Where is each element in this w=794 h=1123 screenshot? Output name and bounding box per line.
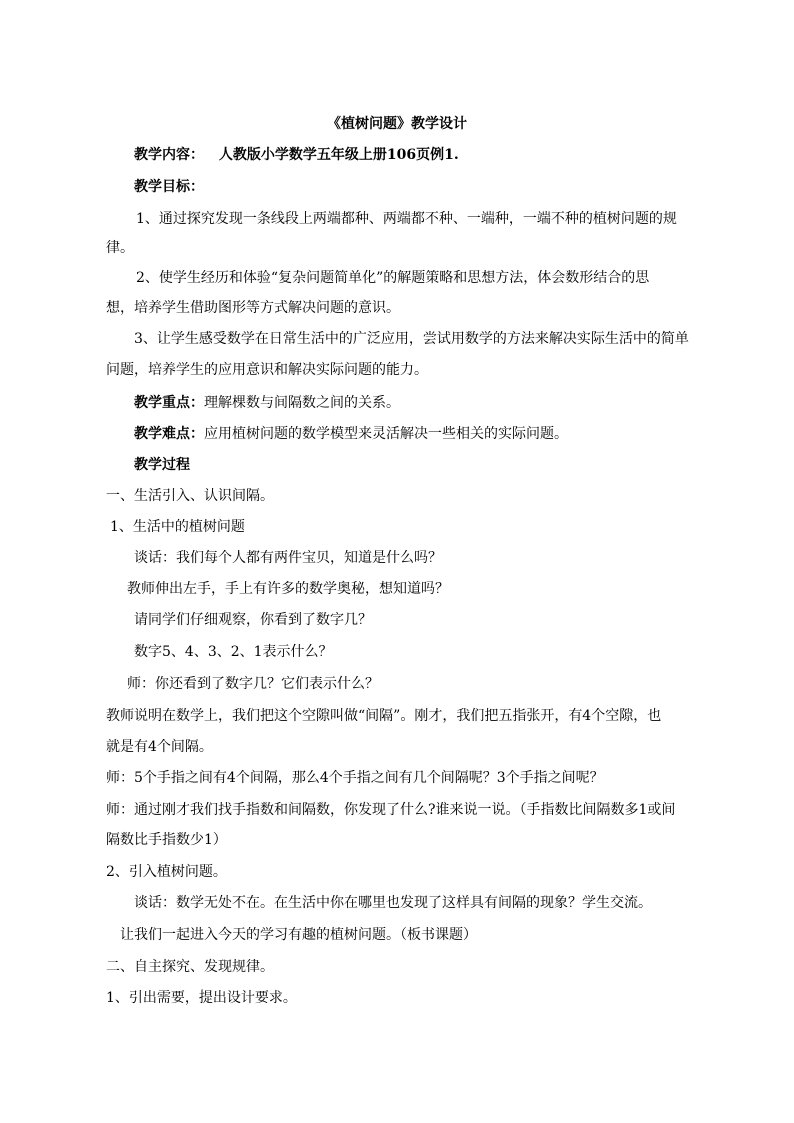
section-1-heading: 一、生活引入、认识间隔。 — [106, 488, 274, 504]
paragraph-talk-1: 谈话：我们每个人都有两件宝贝，知道是什么吗？ — [134, 550, 442, 566]
goal-3-line-1: 3、让学生感受数学在日常生活中的广泛应用，尝试用数学的方法来解决实际生活中的简单 — [134, 331, 689, 347]
paragraph-interval-line-1: 教师说明在数学上，我们把这个空隙叫做“间隔”。刚才，我们把五指张开，有4个空隙，也 — [106, 708, 662, 724]
section-1-1-heading: 1、生活中的植树问题 — [110, 519, 245, 535]
teaching-content-label: 教学内容： — [134, 147, 204, 163]
paragraph-talk-2: 谈话：数学无处不在。在生活中你在哪里也发现了这样具有间隔的现象？学生交流。 — [134, 895, 652, 911]
paragraph-teacher-question: 师：你还看到了数字几？它们表示什么？ — [127, 676, 379, 692]
paragraph-teacher-hand: 教师伸出左手，手上有许多的数学奥秘，想知道吗？ — [127, 581, 449, 597]
paragraph-observe: 请同学们仔细观察，你看到了数字几？ — [134, 612, 372, 628]
teaching-process-label: 教学过程 — [134, 457, 190, 473]
paragraph-enter-topic: 让我们一起进入今天的学习有趣的植树问题。（板书课题） — [120, 927, 477, 943]
paragraph-discover-line-2: 隔数比手指数少1） — [106, 832, 227, 848]
goal-2-line-2: 想，培养学生借助图形等方式解决问题的意识。 — [106, 300, 400, 316]
teaching-content-text: 人教版小学数学五年级上册106页例1. — [218, 147, 459, 163]
paragraph-discover-line-1: 师：通过刚才我们找手指数和间隔数，你发现了什么?谁来说一说。（手指数比间隔数多1或间 — [106, 802, 676, 818]
key-point-line — [134, 394, 720, 413]
key-point-text: 理解棵数与间隔数之间的关系。 — [204, 395, 400, 411]
section-2-heading: 二、自主探究、发现规律。 — [106, 959, 274, 975]
difficulty-text: 应用植树问题的数学模型来灵活解决一些相关的实际问题。 — [204, 426, 568, 442]
teaching-content-line — [134, 146, 720, 165]
paragraph-numbers: 数字5、4、3、2、1表示什么？ — [134, 644, 333, 660]
section-1-2-heading: 2、引入植树问题。 — [106, 864, 227, 880]
section-2-1-heading: 1、引出需要，提出设计要求。 — [106, 990, 297, 1006]
teaching-goals-label: 教学目标： — [134, 179, 204, 195]
difficulty-line — [134, 425, 720, 444]
paragraph-fingers: 师：5个手指之间有4个间隔，那么4个手指之间有几个间隔呢？3个手指之间呢？ — [106, 770, 604, 786]
goal-2-line-1: 2、使学生经历和体验“复杂问题简单化”的解题策略和思想方法，体会数形结合的思 — [136, 270, 650, 286]
goal-3-line-2: 问题，培养学生的应用意识和解决实际问题的能力。 — [106, 362, 428, 378]
document-title: 《植树问题》教学设计 — [327, 116, 467, 132]
key-point-label: 教学重点： — [134, 395, 204, 411]
goal-1-line-2: 律。 — [106, 240, 134, 256]
paragraph-interval-line-2: 就是有4个间隔。 — [106, 739, 213, 755]
goal-1-line-1: 1、通过探究发现一条线段上两端都种、两端都不种、一端种，一端不种的植树问题的规 — [136, 211, 677, 227]
difficulty-label: 教学难点： — [134, 426, 204, 442]
